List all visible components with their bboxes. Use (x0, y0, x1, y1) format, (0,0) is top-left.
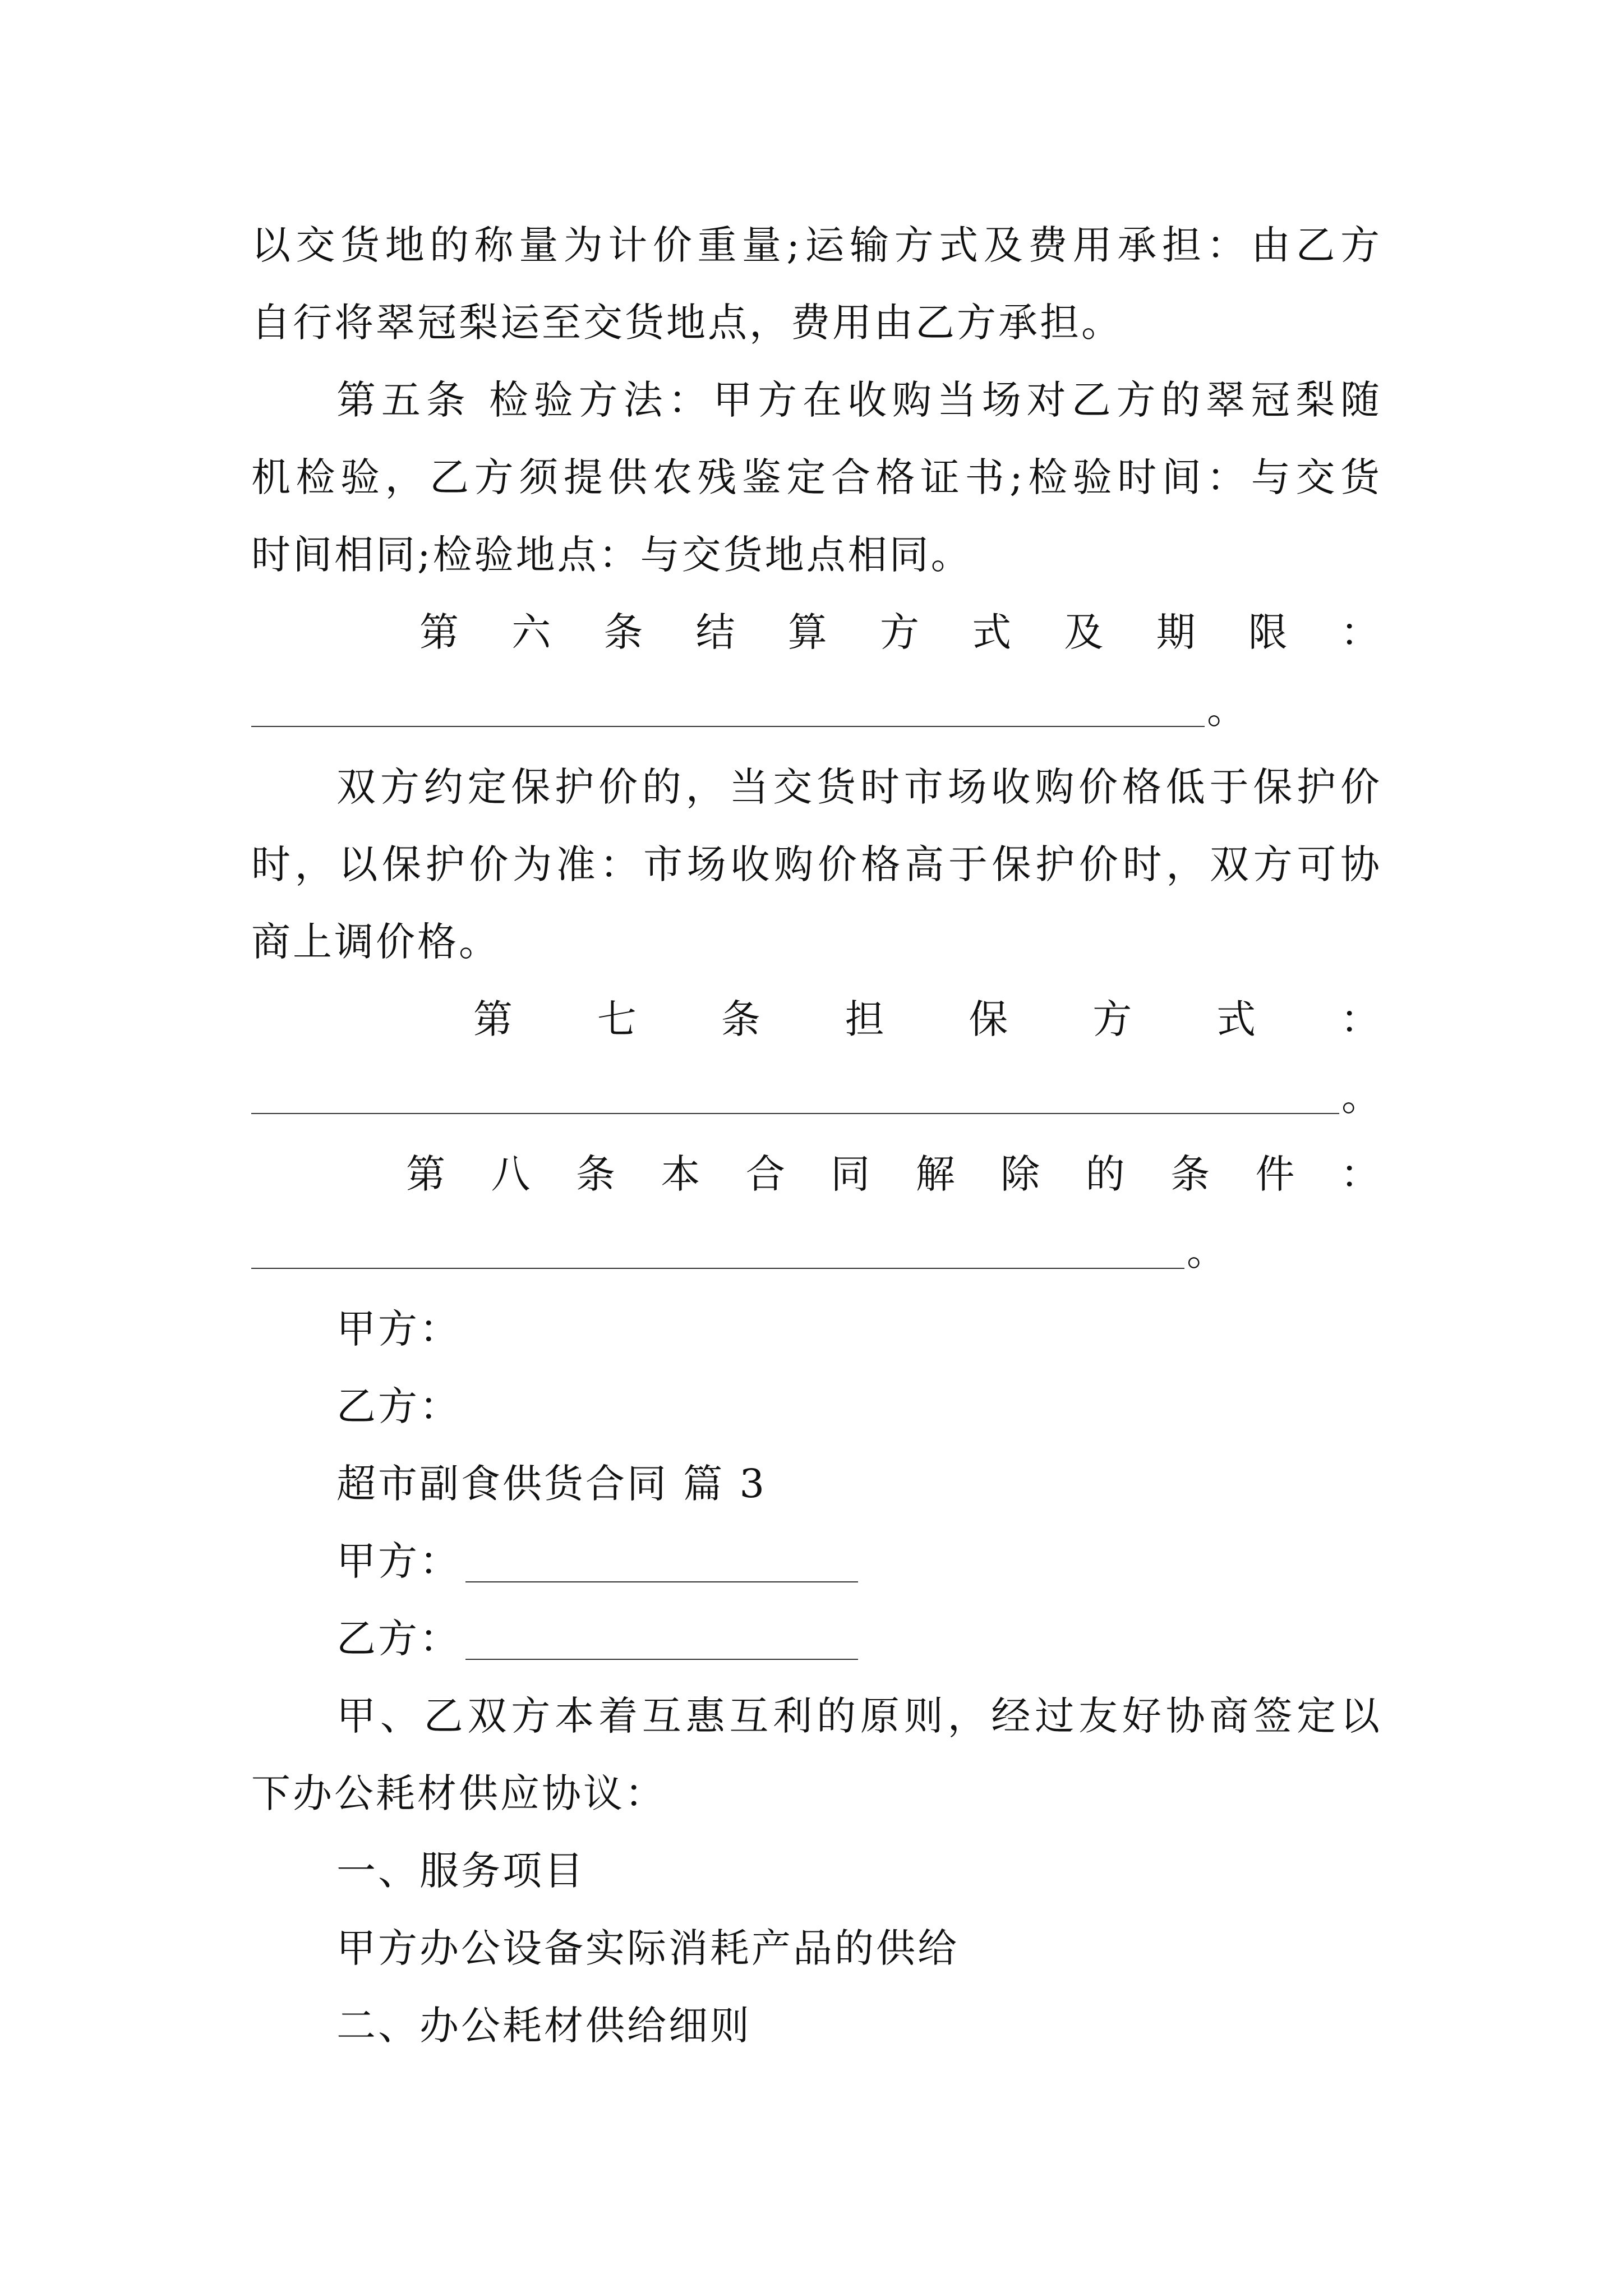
paragraph-line: 甲、乙双方本着互惠互利的原则，经过友好协商签定以 (336, 1693, 1382, 1739)
paragraph-line: 自行将翠冠梨运至交货地点，费用由乙方承担。 (251, 300, 1123, 346)
paragraph-line: 以交货地的称量为计价重量;运输方式及费用承担：由乙方 (251, 222, 1382, 268)
section-title: 超市副食供货合同 篇 3 (336, 1461, 767, 1507)
paragraph-line: 商上调价格。 (251, 919, 500, 965)
article-8-heading: 第 八 条 本 合 同 解 除 的 条 件 ： (406, 1151, 1382, 1197)
blank-fill-line (251, 1113, 1339, 1114)
party-b-label: 乙方： (336, 1383, 461, 1429)
party-a-label: 甲方： (336, 1306, 461, 1352)
party-b-label: 乙方： (336, 1616, 461, 1662)
blank-fill-line (251, 726, 1205, 727)
article-6-heading: 第 六 条 结 算 方 式 及 期 限 ： (419, 609, 1382, 655)
paragraph-line: 时间相同;检验地点：与交货地点相同。 (251, 532, 972, 578)
party-a-label: 甲方： (336, 1538, 461, 1584)
article-7-heading: 第 七 条 担 保 方 式 ： (473, 996, 1382, 1042)
paragraph-line: 下办公耗材供应协议： (251, 1770, 666, 1816)
line-end-period: 。 (1341, 1074, 1381, 1120)
article-5-heading: 第五条 检验方法：甲方在收购当场对乙方的翠冠梨随 (336, 377, 1382, 423)
paragraph-line: 机检验，乙方须提供农残鉴定合格证书;检验时间：与交货 (251, 454, 1382, 500)
paragraph-line: 时，以保护价为准：市场收购价格高于保护价时，双方可协 (251, 841, 1382, 887)
party-a-field (336, 1536, 858, 1586)
paragraph-line: 双方约定保护价的，当交货时市场收购价格低于保护价 (336, 764, 1382, 810)
party-b-blank (465, 1659, 858, 1660)
line-end-period: 。 (1187, 1228, 1226, 1274)
paragraph-line: 甲方办公设备实际消耗产品的供给 (336, 1925, 959, 1971)
line-end-period: 。 (1207, 687, 1246, 733)
blank-fill-line (251, 1268, 1184, 1269)
party-a-blank (465, 1581, 858, 1582)
clause-heading: 二、办公耗材供给细则 (336, 2003, 751, 2049)
clause-heading: 一、服务项目 (336, 1848, 585, 1894)
party-b-field (336, 1613, 858, 1664)
